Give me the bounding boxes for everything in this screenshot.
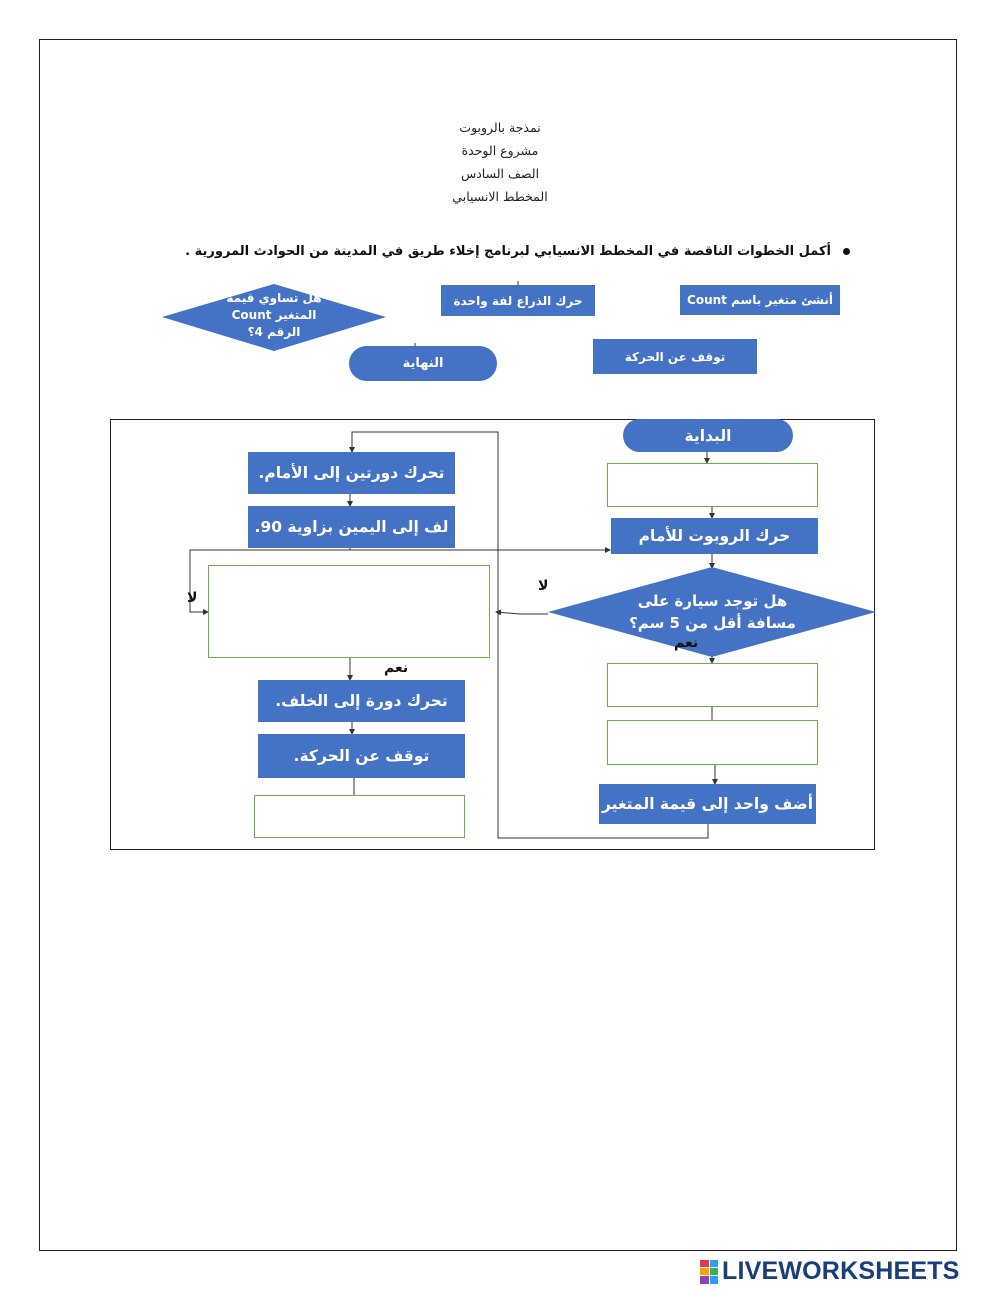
header-line-1: نمذجة بالروبوت <box>459 120 541 135</box>
instruction-label: أكمل الخطوات الناقصة في المخطط الانسيابي لبرنامج إخلاء طريق في المدينة من الحوادث المرورية . <box>185 244 831 259</box>
move-back-step: تحرك دورة إلى الخلف. <box>258 680 465 722</box>
answer-box-2[interactable] <box>607 663 818 707</box>
liveworksheets-icon <box>700 1260 718 1284</box>
decision-car-line2: مسافة أقل من 5 سم؟ <box>629 614 796 632</box>
start-terminal: البداية <box>623 419 793 452</box>
option-diamond-line3: الرقم 4؟ <box>247 325 301 339</box>
answer-box-5[interactable] <box>254 795 465 838</box>
decision-car-line1: هل توجد سيارة على <box>637 592 788 610</box>
turn-right-step: لف إلى اليمين بزاوية 90. <box>248 506 455 548</box>
answer-box-3[interactable] <box>607 720 818 765</box>
header-line-4: المخطط الانسيابي <box>452 189 548 204</box>
option-stop-moving[interactable]: توقف عن الحركة <box>593 339 757 374</box>
answer-box-4[interactable] <box>208 565 490 658</box>
option-rotate-arm[interactable]: حرك الذراع لفة واحدة <box>441 285 595 316</box>
yes-label-left: نعم <box>384 660 409 676</box>
move-robot-forward-step: حرك الروبوت للأمام <box>611 518 818 554</box>
option-diamond-line1: هل تساوي قيمة <box>226 291 322 305</box>
answer-box-1[interactable] <box>607 463 818 507</box>
no-label-right: لا <box>538 578 549 594</box>
add-one-step: أضف واحد إلى قيمة المتغير <box>599 784 816 824</box>
move-two-turns-step: تحرك دورتين إلى الأمام. <box>248 452 455 494</box>
option-create-variable[interactable]: أنشئ متغير باسم Count <box>680 285 840 315</box>
liveworksheets-logo <box>700 1257 960 1286</box>
liveworksheets-brand: LIVEWORKSHEETS <box>722 1257 960 1285</box>
header-line-2: مشروع الوحدة <box>461 143 539 158</box>
option-end-terminal[interactable]: النهاية <box>349 346 497 381</box>
yes-label-right: نعم <box>674 635 699 651</box>
decision-car-text <box>600 587 825 637</box>
no-label-left: لا <box>187 590 198 606</box>
option-diamond-line2: المتغير Count <box>231 308 317 322</box>
header-line-3: الصف السادس <box>460 166 540 181</box>
stop-moving-step: توقف عن الحركة. <box>258 734 465 778</box>
